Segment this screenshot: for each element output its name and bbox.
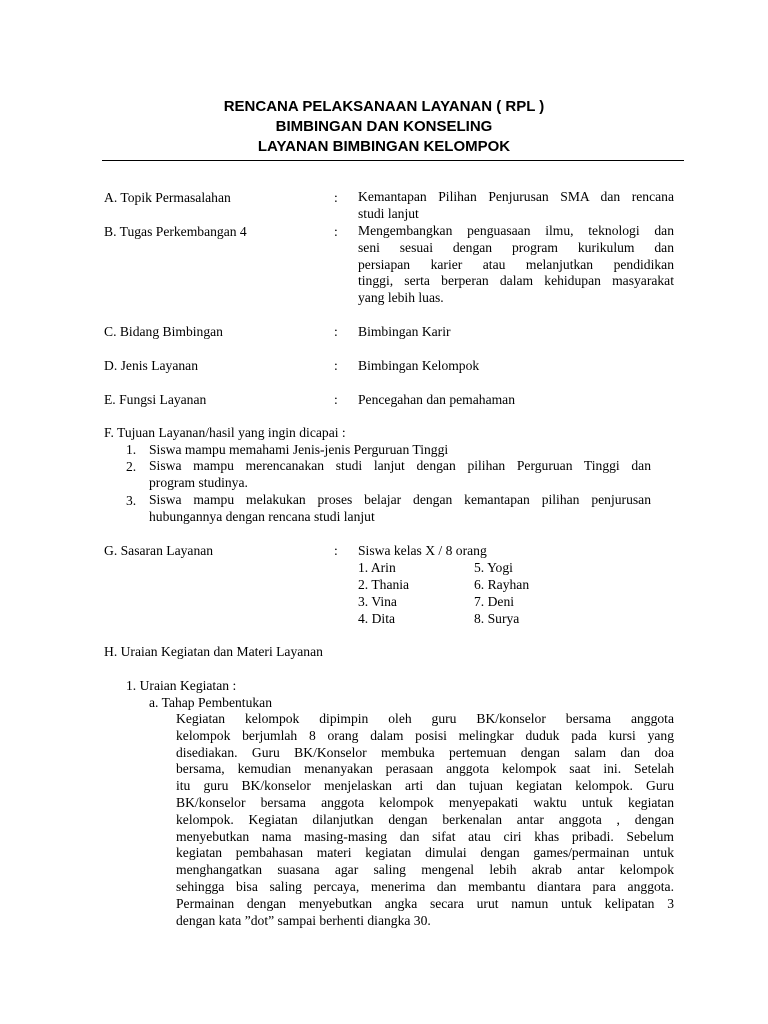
section-g-value: Siswa kelas X / 8 orang [358,543,487,558]
doc-title-line-2: BIMBINGAN DAN KONSELING [275,118,493,135]
formation-stage-paragraph: Kegiatan kelompok dipimpin oleh guru BK/konselor bersama anggota kelompok berjumlah 8 orang dalam posisi melingkar duduk pada kursi yang disediakan. Guru BK/Konselor membuka pertemuan dengan salam dan doa bersama, kemudian menanyakan perasaan anggota kelompok saat ini. Setelah itu guru BK/konselor menjelaskan arti dan tujuan kegiatan kelompok. Guru BK/konselor bersama anggota kelompok menyepakati waktu untuk kegiatan kelompok. Kegiatan dilanjutkan dengan berkenalan antar anggota , dengan menyebutkan nama masing-masing dan sifat atau ciri khas pribadi. Sebelum kegiatan pembahasan materi kegiatan dimulai dengan games/permainan untuk menghangatkan suasana agar saling mengenal lebih akrab antar kelompok sehingga bisa saling percaya, menerima dan membantu diantara para anggota. Permainan dengan menyebutkan angka secara urut namun untuk kelipatan 3 dengan kata ”dot” sampai berhenti diangka 30. [176,711,674,928]
goal-1-text: Siswa mampu memahami Jenis-jenis Perguruan Tinggi [149,442,449,457]
header-divider [102,160,684,161]
section-d-label: D. Jenis Layanan [104,358,198,373]
doc-title-line-1: RENCANA PELAKSANAAN LAYANAN ( RPL ) [223,98,545,115]
section-d-colon: : [334,358,338,373]
student-4: 4. Dita [358,611,395,626]
section-a-value: Kemantapan Pilihan Penjurusan SMA dan rencana studi lanjut [358,189,674,221]
section-c-colon: : [334,324,338,339]
section-e-colon: : [334,392,338,407]
student-7: 7. Deni [474,594,515,609]
section-b-colon: : [334,224,338,239]
section-e-value: Pencegahan dan pemahaman [358,392,516,407]
student-8: 8. Surya [474,611,520,626]
goal-3-text: Siswa mampu melakukan proses belajar dengan kemantapan pilihan penjurusan hubungannya dengan rencana studi lanjut [149,492,651,524]
student-5: 5. Yogi [474,560,513,575]
goal-3-num: 3. [126,493,137,508]
goal-2-text: Siswa mampu merencanakan studi lanjut dengan pilihan Perguruan Tinggi dan program studinya. [149,458,651,490]
formation-stage-heading: a. Tahap Pembentukan [149,695,272,710]
section-c-label: C. Bidang Bimbingan [104,324,223,339]
student-6: 6. Rayhan [474,577,530,592]
student-3: 3. Vina [358,594,397,609]
section-f-label: F. Tujuan Layanan/hasil yang ingin dicapai : [104,425,346,440]
section-a-label: A. Topik Permasalahan [104,190,231,205]
student-2: 2. Thania [358,577,410,592]
section-g-colon: : [334,543,338,558]
section-d-value: Bimbingan Kelompok [358,358,480,373]
student-1: 1. Arin [358,560,396,575]
section-c-value: Bimbingan Karir [358,324,451,339]
section-g-label: G. Sasaran Layanan [104,543,214,558]
section-e-label: E. Fungsi Layanan [104,392,207,407]
section-h-label: H. Uraian Kegiatan dan Materi Layanan [104,644,323,659]
goal-1-num: 1. [126,442,137,457]
section-b-label: B. Tugas Perkembangan 4 [104,224,247,239]
activity-description-heading: 1. Uraian Kegiatan : [126,678,237,693]
section-b-value: Mengembangkan penguasaan ilmu, teknologi dan seni sesuai dengan program kurikulum dan persiapan karier atau melanjutkan pendidikan tinggi, serta berperan dalam kehidupan masyarakat yang lebih luas. [358,223,674,306]
goal-2-num: 2. [126,459,137,474]
section-a-colon: : [334,190,338,205]
doc-title-line-3: LAYANAN BIMBINGAN KELOMPOK [257,138,511,155]
